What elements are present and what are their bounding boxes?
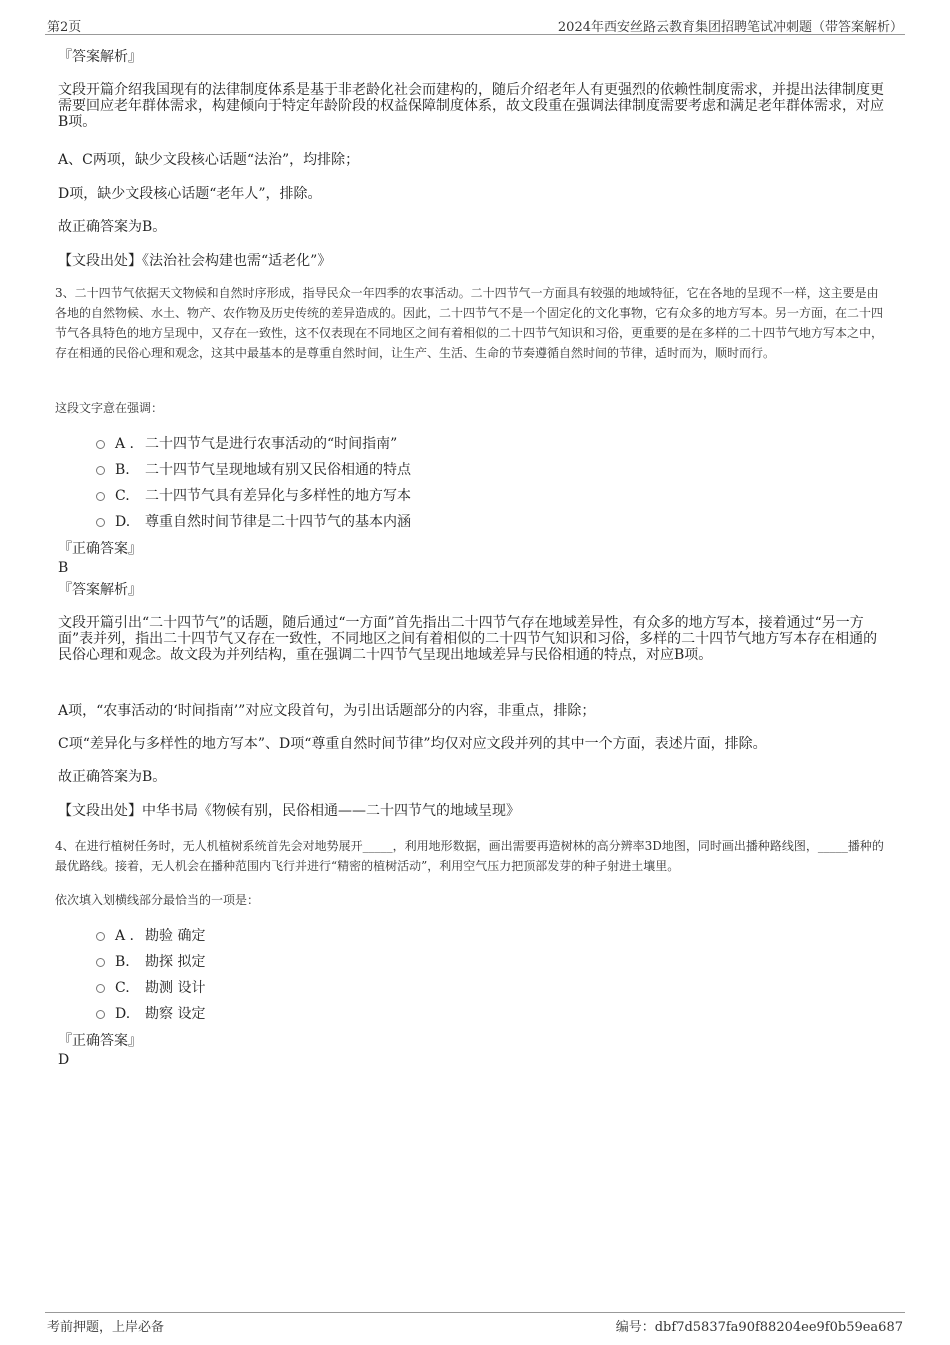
q3-correct-answer: B [58,560,69,576]
q3-note-cd: C项“差异化与多样性的地方写本”、D项“尊重自然时间节律”均仅对应文段并列的其中一个方面，表述片面，排除。 [58,736,767,752]
q4-option-b-letter: B. [115,954,130,970]
q4-correct-label: 『正确答案』 [58,1033,142,1049]
q3-analysis-label: 『答案解析』 [58,582,142,598]
q4-option-d-text: 勘察 设定 [145,1006,206,1022]
q4-correct-answer: D [58,1052,70,1068]
page-number: 第2页 [47,20,82,35]
q2-note-ac: A、C两项，缺少文段核心话题“法治”，均排除； [58,152,360,168]
q3-option-a-letter: A . [115,436,135,452]
document-title: 2024年西安丝路云教育集团招聘笔试冲刺题（带答案解析） [557,20,903,35]
q2-conclusion: 故正确答案为B。 [58,219,167,235]
q4-option-c-letter: C. [115,980,130,996]
q4-option-c-text: 勘测 设计 [145,980,206,996]
q3-option-d-text: 尊重自然时间节律是二十四节气的基本内涵 [145,514,411,530]
q2-source: 【文段出处】《法治社会构建也需“适老化”》 [58,253,332,269]
q4-prompt: 依次填入划横线部分最恰当的一项是： [55,893,260,907]
page-footer [45,1312,905,1333]
radio-icon[interactable] [96,984,105,993]
q2-analysis-label: 『答案解析』 [58,49,142,65]
q3-analysis-text: 文段开篇引出“二十四节气”的话题，随后通过“一方面”首先指出二十四节气存在地域差异性，有众多的地方写本，接着通过“另一方面”表并列，指出二十四节气又存在一致性，不同地区之间有着相似的二十四节气知识和习俗，多样的二十四节气地方写本存在相通的民俗心理和观念。故文段为并列结构，重在强调二十四节气呈现出地域差异与民俗相通的特点，对应B项。 [58,615,878,663]
q3-option-d-letter: D. [115,514,131,530]
radio-icon[interactable] [96,932,105,941]
radio-icon[interactable] [96,1010,105,1019]
q3-option-c[interactable] [96,487,796,505]
q2-analysis-text: 文段开篇介绍我国现有的法律制度体系是基于非老龄化社会而建构的，随后介绍老年人有更强烈的依赖性制度需求，并提出法律制度更需要回应老年群体需求，构建倾向于特定年龄阶段的权益保障制度体系，故文段重在强调法律制度需要考虑和满足老年群体需求，对应B项。 [58,82,884,130]
q4-option-a-text: 勘验 确定 [145,928,206,944]
q3-option-a[interactable] [96,435,796,453]
radio-icon[interactable] [96,440,105,449]
q3-source: 【文段出处】中华书局《物候有别，民俗相通——二十四节气的地域呈现》 [58,803,520,819]
radio-icon[interactable] [96,518,105,527]
q3-option-b[interactable] [96,461,796,479]
q4-stem: 4、在进行植树任务时，无人机植树系统首先会对地势展开_____，利用地形数据，画出需要再造树林的高分辨率3D地图，同时画出播种路线图，_____播种的最优路线。接着，无人机会在播种范围内飞行并进行“精密的植树活动”，利用空气压力把顶部发芽的种子射进土壤里。 [55,839,884,873]
document-code: 编号：dbf7d5837fa90f88204ee9f0b59ea687 [615,1320,903,1335]
q4-option-d-letter: D. [115,1006,131,1022]
q3-option-b-text: 二十四节气呈现地域有别又民俗相通的特点 [145,462,411,478]
q4-option-c[interactable] [96,979,796,997]
footer-slogan: 考前押题，上岸必备 [47,1320,165,1335]
q4-option-a-letter: A . [115,928,135,944]
radio-icon[interactable] [96,958,105,967]
q3-correct-label: 『正确答案』 [58,541,142,557]
q3-prompt: 这段文字意在强调： [55,401,164,415]
q3-option-c-text: 二十四节气具有差异化与多样性的地方写本 [145,488,411,504]
radio-icon[interactable] [96,466,105,475]
q3-option-b-letter: B. [115,462,130,478]
q3-option-d[interactable] [96,513,796,531]
radio-icon[interactable] [96,492,105,501]
q3-stem: 3、二十四节气依据天文物候和自然时序形成，指导民众一年四季的农事活动。二十四节气一方面具有较强的地域特征，它在各地的呈现不一样，这主要是由各地的自然物候、水土、物产、农作物及历史传统的差异造成的。因此，二十四节气不是一个固定化的文化事物，它有众多的地方写本。另一方面，在二十四节气各具特色的地方呈现中，又存在一致性，这不仅表现在不同地区之间有着相似的二十四节气知识和习俗，更重要的是在多样的二十四节气地方写本之中，存在相通的民俗心理和观念，这其中最基本的是尊重自然时间，让生产、生活、生命的节奏遵循自然时间的节律，适时而为，顺时而行。 [55,286,884,360]
q3-note-a: A项，“农事活动的‘时间指南’”对应文段首句，为引出话题部分的内容，非重点，排除； [58,703,596,719]
q3-conclusion: 故正确答案为B。 [58,769,167,785]
q4-option-b[interactable] [96,953,796,971]
q4-option-a[interactable] [96,927,796,945]
q3-option-c-letter: C. [115,488,130,504]
page-header [45,14,905,35]
q3-option-a-text: 二十四节气是进行农事活动的“时间指南” [145,436,398,452]
q2-note-d: D项，缺少文段核心话题“老年人”，排除。 [58,186,322,202]
q4-option-d[interactable] [96,1005,796,1023]
q4-option-b-text: 勘探 拟定 [145,954,206,970]
